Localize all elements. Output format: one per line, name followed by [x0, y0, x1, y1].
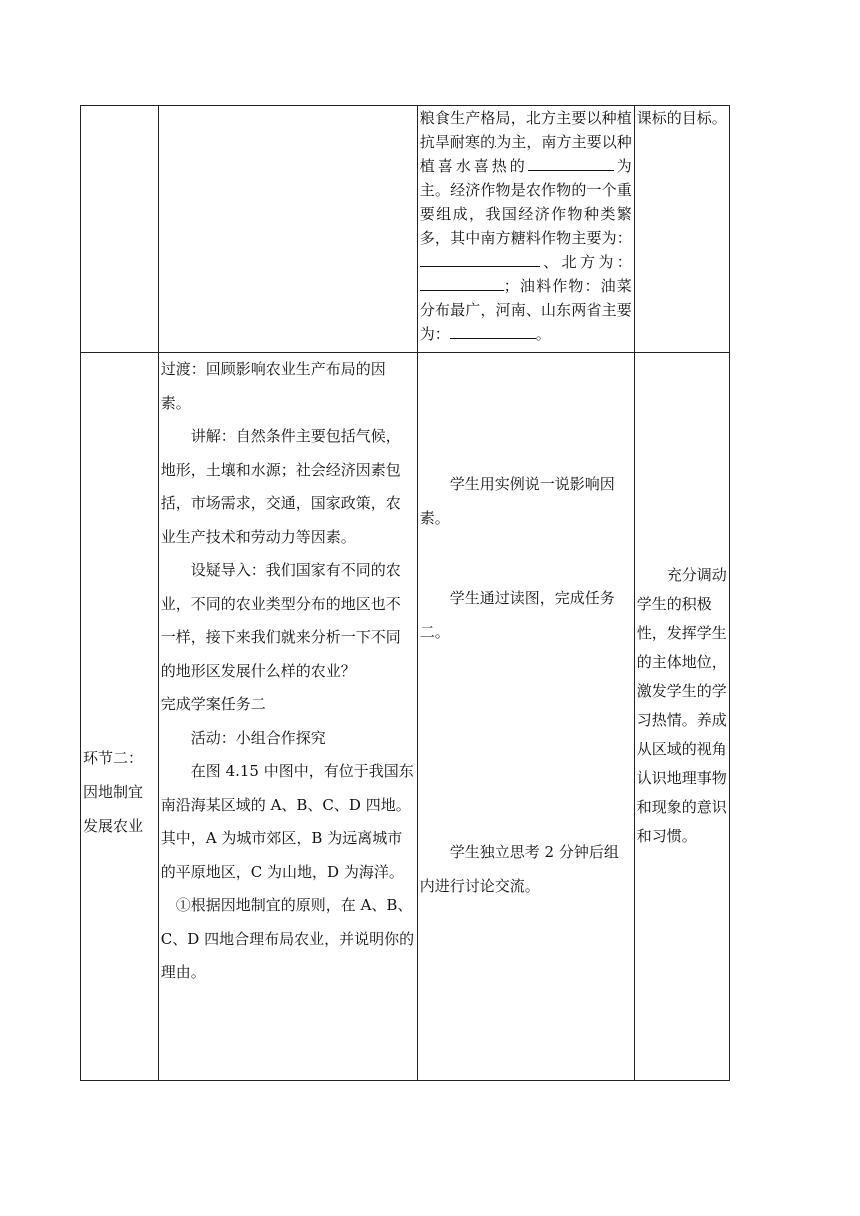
- stage-cell: [81, 106, 159, 353]
- design-intent-cell: [634, 353, 729, 1081]
- design-intent-cell: [634, 106, 729, 353]
- stage-label-line: 发展农业: [83, 816, 144, 835]
- teacher-activity-cell: [158, 353, 417, 1081]
- student-activity-cell: [417, 106, 634, 353]
- stage-label-line: 环节二：: [83, 748, 144, 767]
- design-intent-text: 充分调动学生的积极性，发挥学生的主体地位，激发学生的学习热情。养成从区域的视角认识地理事物和现象的意识和习惯。: [636, 566, 727, 845]
- text-segment: 。: [535, 325, 551, 343]
- paragraph-transition: 过渡：回顾影响农业生产布局的因素。: [160, 360, 386, 412]
- table-row: [81, 106, 730, 353]
- stage-label-line: 因地制宜: [83, 782, 144, 801]
- paragraph-figure: 在图 4.15 中图中，有位于我国东南沿海某区域的 A、B、C、D 四地。其中，A 为城市郊区，B 为远离城市的平原地区，C 为山地，D 为海洋。: [160, 762, 414, 881]
- student-paragraph-2: 学生通过读图，完成任务二。: [419, 589, 615, 641]
- table-row: [81, 353, 730, 1081]
- fill-blank: [420, 274, 504, 291]
- lesson-plan-table: [80, 105, 730, 1081]
- student-paragraph-1: 学生用实例说一说影响因素。: [419, 475, 615, 527]
- design-intent-text: 课标的目标。: [636, 109, 727, 127]
- paragraph-question: 设疑导入：我们国家有不同的农业，不同的农业类型分布的地区也不一样，接下来我们就来分析一下不同的地形区发展什么样的农业？: [160, 561, 401, 680]
- fill-blank: [420, 250, 540, 267]
- paragraph-explanation: 讲解：自然条件主要包括气候，地形，土壤和水源；社会经济因素包括，市场需求，交通，国家政策，农业生产技术和劳动力等因素。: [160, 427, 401, 546]
- fill-blank: [528, 154, 614, 171]
- text-segment: 为主。经济作物是农作物的一个重要组成，我国经济作物种类繁多，其中南方糖料作物主要为：: [419, 157, 632, 247]
- paragraph-activity: 活动：小组合作探究: [190, 728, 326, 747]
- fill-blank: [450, 322, 536, 339]
- student-paragraph-3: 学生独立思考 2 分钟后组内进行讨论交流。: [419, 843, 619, 895]
- text-segment: 为主，南方主要以种植喜水喜热的: [419, 133, 632, 175]
- text-segment: ；油料作物：油菜分布最广，河南、山东两省主要为：: [419, 277, 632, 343]
- text-segment: 、北方为：: [539, 253, 632, 271]
- teacher-activity-cell: [158, 106, 417, 353]
- paragraph-question-1: ①根据因地制宜的原则，在 A、B、C、D 四地合理布局农业，并说明你的理由。: [160, 896, 415, 981]
- stage-cell: [81, 353, 159, 1081]
- student-activity-cell: [417, 353, 634, 1081]
- paragraph-task: 完成学案任务二: [160, 695, 266, 713]
- text-segment: 粮食生产格局，北方主要以种植抗旱耐寒的: [419, 109, 632, 151]
